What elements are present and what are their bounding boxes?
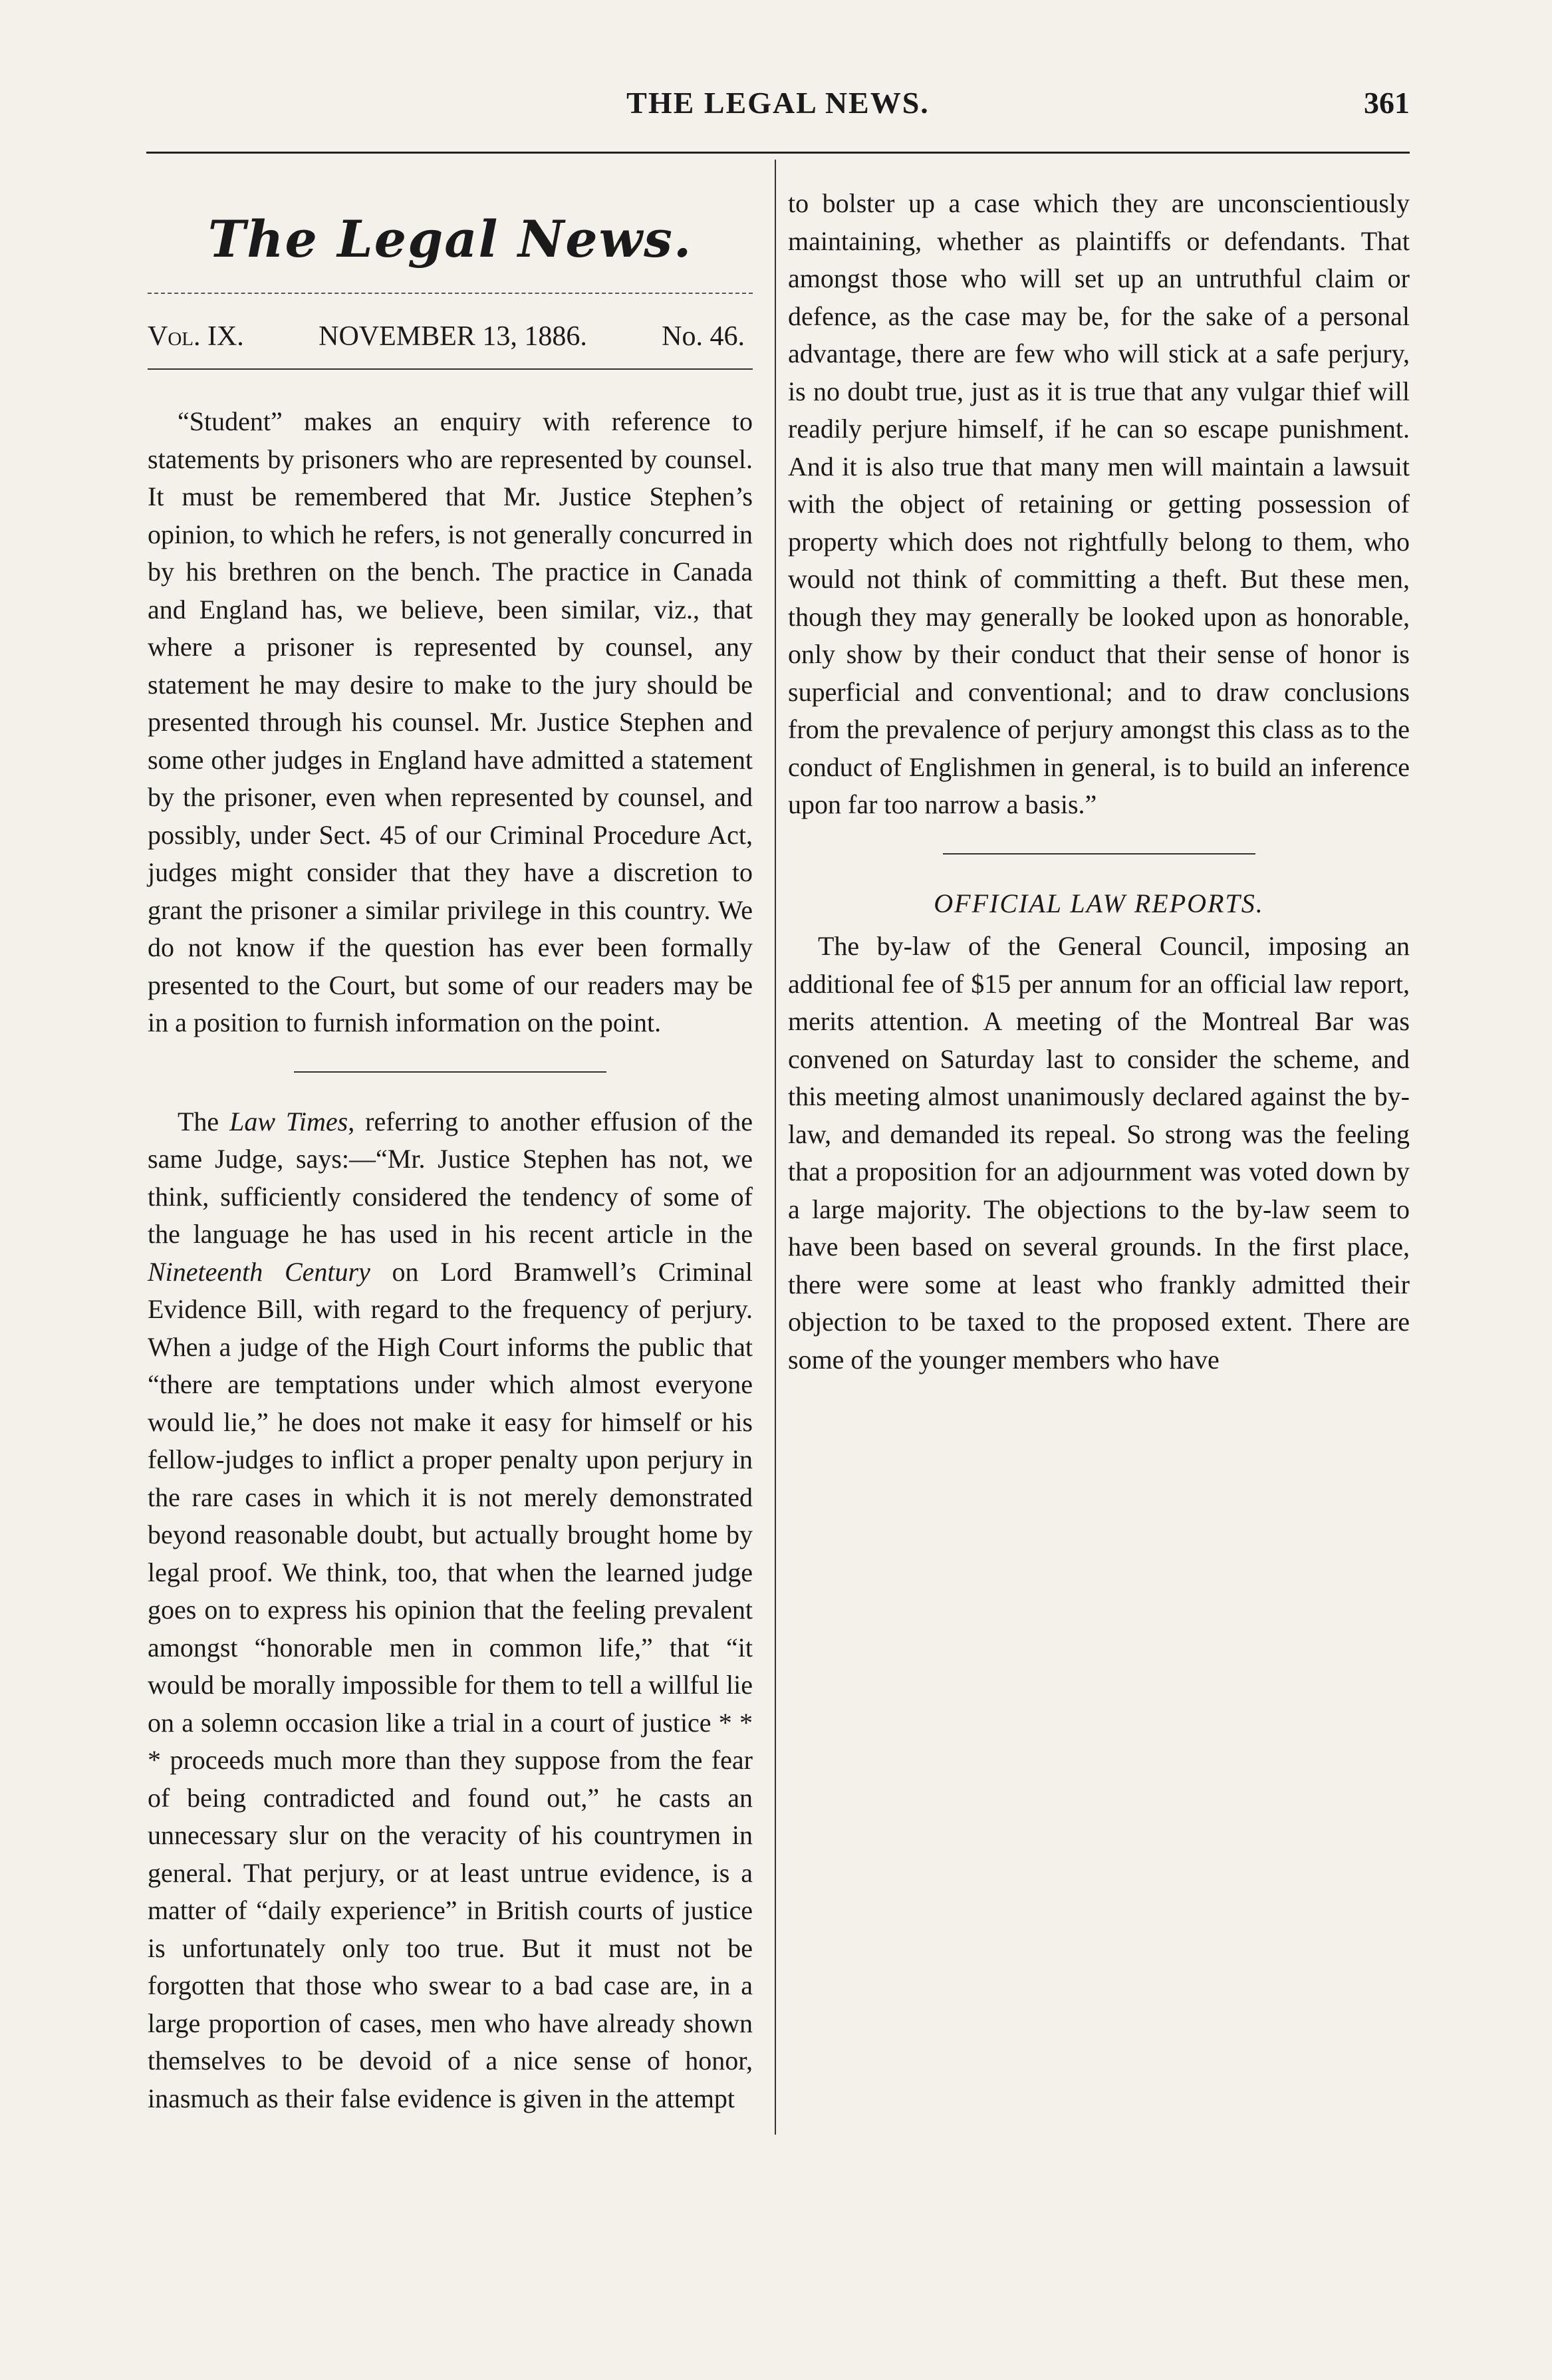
issue-rule — [148, 368, 753, 370]
masthead-title: The Legal News. — [207, 209, 693, 269]
page-number: 361 — [1364, 86, 1410, 120]
law-times-continuation: on Lord Bramwell’s Criminal Evidence Bill, with regard to the frequency of perjury. When a judge of the High Court informs the public that “there are temptations under which almost everyone would lie,” he does not make it easy for himself or his fellow-judges to inflict a proper penalty upon perjury in the rare cases in which it is not merely demonstrated beyond reasonable doubt, but actually brought home by legal proof. We think, too, that when the learned judge goes on to express his opinion that the feeling prevalent amongst “honorable men in common life,” that “it would be morally impossible for them to tell a willful lie on a solemn occasion like a trial in a court of justice * * * proceeds much more than they suppose from the fear of being contradicted and found out,” he casts an unnecessary slur on the veracity of his countrymen in general. That perjury, or at least untrue evidence, is a matter of “daily experience” in British courts of justice is unfortunately only too true. But it must not be forgotten that those who swear to a bad case are, in a large proportion of cases, men who have already shown themselves to be devoid of a nice sense of honor, inasmuch as their false evidence is given in the attempt — [148, 1256, 753, 2113]
column-divider — [775, 160, 776, 2135]
right-column — [788, 185, 1410, 1379]
left-column — [148, 180, 753, 2117]
nineteenth-century-title: Nineteenth Century — [148, 1256, 370, 1287]
issue-number: No. 46. — [662, 321, 745, 352]
law-times-paragraph-continued: to bolster up a case which they are unconscientiously maintaining, whether as plaintiffs or defendants. That amongst those who will set up an untruthful claim or defence, as the case may be, for the sake of a personal advantage, there are few who will stick at a safe perjury, is no doubt true, just as it is true that any vulgar thief will readily perjure himself, if he can so escape punishment. And it is also true that many men will maintain a lawsuit with the object of retaining or getting possession of property which does not rightfully belong to them, who would not think of committing a theft. But these men, though they may generally be looked upon as honorable, only show by their conduct that their sense of honor is superficial and conventional; and to draw conclusions from the prevalence of perjury amongst this class as to the conduct of Englishmen in general, is to build an inference upon far too narrow a basis.” — [788, 188, 1410, 819]
issue-date: NOVEMBER 13, 1886. — [319, 321, 587, 352]
issue-volume: Vol. IX. — [148, 321, 244, 352]
law-times-paragraph: The Law Times, referring to another effusion of the same Judge, says:—“Mr. Justice Stephen has not, we think, sufficiently considered the tendency of some of the language he has used in his recent article in the Nineteenth Century on Lord Bramwell’s Criminal Evidence Bill, with regard to the frequency of perjury. When a judge of the High Court informs the public that “there are temptations under which almost everyone would lie,” he does not make it easy for himself or his fellow-judges to inflict a proper penalty upon perjury in the rare cases in which it is not merely demonstrated beyond reasonable doubt, but actually brought home by legal proof. We think, too, that when the learned judge goes on to express his opinion that the feeling prevalent amongst “honorable men in common life,” that “it would be morally impossible for them to tell a willful lie on a solemn occasion like a trial in a court of justice * * * proceeds much more than they suppose from the fear of being contradicted and found out,” he casts an unnecessary slur on the veracity of his countrymen in general. That perjury, or at least untrue evidence, is a matter of “daily experience” in British courts of justice is unfortunately only too true. But it must not be forgotten that those who swear to a bad case are, in a large proportion of cases, men who have already shown themselves to be devoid of a nice sense of honor, inasmuch as their false evidence is given in the attempt — [148, 1106, 753, 2113]
issue-line — [148, 317, 753, 356]
official-law-reports-heading: OFFICIAL LAW REPORTS. — [934, 888, 1264, 918]
student-paragraph: “Student” makes an enquiry with reference to statements by prisoners who are represented by counsel. It must be remembered that Mr. Justice Stephen’s opinion, to which he refers, is not generally concurred in by his brethren on the bench. The practice in Canada and England has, we believe, been similar, viz., that where a prisoner is represented by counsel, any statement he may desire to make to the jury should be presented through his counsel. Mr. Justice Stephen and some other judges in England have admitted a statement by the prisoner, even when represented by counsel, and possibly, under Sect. 45 of our Criminal Procedure Act, judges might consider that they have a discretion to grant the prisoner a similar privilege in this country. We do not know if the question has ever been formally presented to the Court, but some of our readers may be in a position to furnish information on the point. — [148, 406, 753, 1037]
law-times-title: Law Times — [229, 1106, 348, 1136]
running-title: THE LEGAL NEWS. — [626, 86, 930, 120]
header-rule — [146, 152, 1410, 154]
running-header — [146, 78, 1410, 138]
masthead-rule — [148, 293, 753, 294]
section-separator — [294, 1071, 606, 1073]
official-law-reports-paragraph: The by-law of the General Council, imposing an additional fee of $15 per annum for an official law report, merits attention. A meeting of the Montreal Bar was convened on Saturday last to consider the scheme, and this meeting almost unanimously declared against the by-law, and demanded its repeal. So strong was the feeling that a proposition for an adjournment was voted down by a large majority. The objections to the by-law seem to have been based on several grounds. In the first place, there were some at least who frankly admitted their objection to be taxed to the proposed extent. There are some of the younger members who have — [788, 931, 1410, 1375]
section-separator-right — [943, 853, 1255, 855]
